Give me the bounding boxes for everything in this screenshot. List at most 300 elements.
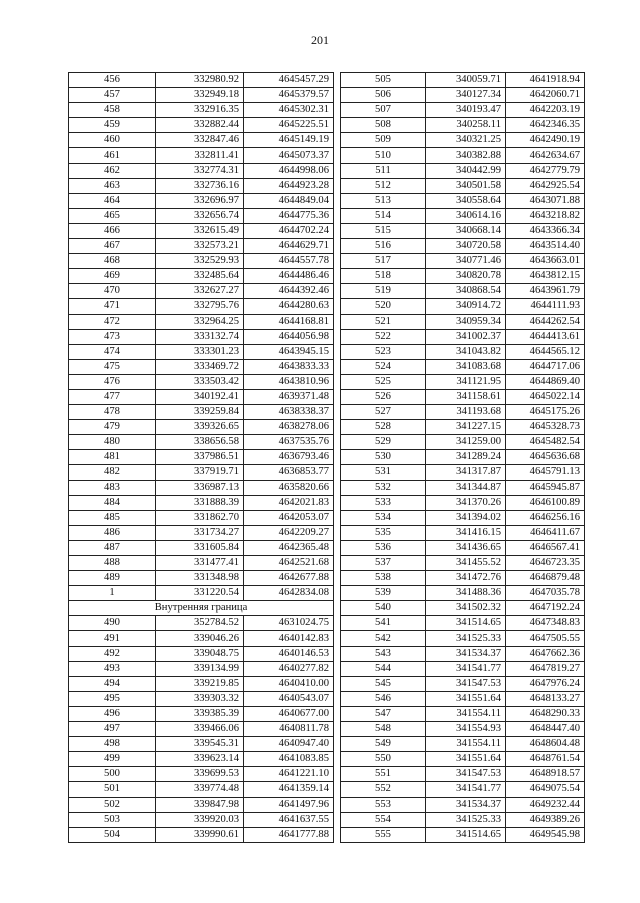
y-coordinate-cell: 4649389.26 [506,812,585,827]
x-coordinate-cell: 332573.21 [156,239,244,254]
y-coordinate-cell: 4644775.36 [244,208,334,223]
point-number-cell: 505 [341,73,426,88]
x-coordinate-cell: 341554.11 [426,737,506,752]
table-row [69,812,334,827]
y-coordinate-cell: 4644056.98 [244,329,334,344]
point-number-cell: 516 [341,239,426,254]
x-coordinate-cell: 341121.95 [426,374,506,389]
x-coordinate-cell: 339303.32 [156,691,244,706]
y-coordinate-cell: 4645073.37 [244,148,334,163]
point-number-cell: 478 [69,405,156,420]
table-row [341,284,585,299]
x-coordinate-cell: 341370.26 [426,495,506,510]
table-row [69,827,334,842]
point-number-cell: 554 [341,812,426,827]
y-coordinate-cell: 4646879.48 [506,571,585,586]
x-coordinate-cell: 340720.58 [426,239,506,254]
point-number-cell: 504 [69,827,156,842]
point-number-cell: 541 [341,616,426,631]
point-number-cell: 533 [341,495,426,510]
point-number-cell: 470 [69,284,156,299]
y-coordinate-cell: 4642521.68 [244,556,334,571]
y-coordinate-cell: 4643071.88 [506,193,585,208]
y-coordinate-cell: 4645225.51 [244,118,334,133]
table-row [69,73,334,88]
table-row [341,571,585,586]
table-row [341,208,585,223]
y-coordinate-cell: 4646100.89 [506,495,585,510]
point-number-cell: 1 [69,586,156,601]
x-coordinate-cell: 333132.74 [156,329,244,344]
x-coordinate-cell: 339466.06 [156,722,244,737]
x-coordinate-cell: 341534.37 [426,797,506,812]
x-coordinate-cell: 341541.77 [426,782,506,797]
x-coordinate-cell: 340668.14 [426,223,506,238]
x-coordinate-cell: 341317.87 [426,465,506,480]
point-number-cell: 531 [341,465,426,480]
point-number-cell: 518 [341,269,426,284]
table-row [341,344,585,359]
y-coordinate-cell: 4644565.12 [506,344,585,359]
y-coordinate-cell: 4646723.35 [506,556,585,571]
x-coordinate-cell: 339990.61 [156,827,244,842]
table-row [69,389,334,404]
table-row [341,163,585,178]
point-number-cell: 489 [69,571,156,586]
y-coordinate-cell: 4635820.66 [244,480,334,495]
x-coordinate-cell: 340558.64 [426,193,506,208]
table-row [69,722,334,737]
y-coordinate-cell: 4649545.98 [506,827,585,842]
point-number-cell: 484 [69,495,156,510]
x-coordinate-cell: 339385.39 [156,706,244,721]
x-coordinate-cell: 341436.65 [426,540,506,555]
point-number-cell: 540 [341,601,426,616]
table-row [341,299,585,314]
point-number-cell: 502 [69,797,156,812]
table-row [341,601,585,616]
point-number-cell: 491 [69,631,156,646]
y-coordinate-cell: 4638278.06 [244,420,334,435]
table-row [69,691,334,706]
x-coordinate-cell: 340382.88 [426,148,506,163]
table-row [341,118,585,133]
y-coordinate-cell: 4643812.15 [506,269,585,284]
point-number-cell: 498 [69,737,156,752]
y-coordinate-cell: 4642779.79 [506,163,585,178]
x-coordinate-cell: 332529.93 [156,254,244,269]
y-coordinate-cell: 4646411.67 [506,525,585,540]
table-row [341,722,585,737]
y-coordinate-cell: 4641083.85 [244,752,334,767]
x-coordinate-cell: 339134.99 [156,661,244,676]
x-coordinate-cell: 336987.13 [156,480,244,495]
y-coordinate-cell: 4648604.48 [506,737,585,752]
point-number-cell: 464 [69,193,156,208]
x-coordinate-cell: 341488.36 [426,586,506,601]
x-coordinate-cell: 341455.52 [426,556,506,571]
point-number-cell: 520 [341,299,426,314]
x-coordinate-cell: 341083.68 [426,359,506,374]
table-row [341,510,585,525]
x-coordinate-cell: 341002.37 [426,329,506,344]
x-coordinate-cell: 332916.35 [156,103,244,118]
table-row [341,480,585,495]
x-coordinate-cell: 341259.00 [426,435,506,450]
x-coordinate-cell: 339259.84 [156,405,244,420]
y-coordinate-cell: 4645302.31 [244,103,334,118]
y-coordinate-cell: 4642053.07 [244,510,334,525]
table-row [69,163,334,178]
y-coordinate-cell: 4642634.67 [506,148,585,163]
table-row [69,556,334,571]
table-row [69,359,334,374]
table-row [69,586,334,601]
point-number-cell: 458 [69,103,156,118]
y-coordinate-cell: 4640947.40 [244,737,334,752]
point-number-cell: 463 [69,178,156,193]
x-coordinate-cell: 339545.31 [156,737,244,752]
point-number-cell: 534 [341,510,426,525]
y-coordinate-cell: 4642925.54 [506,178,585,193]
x-coordinate-cell: 339699.53 [156,767,244,782]
table-row [341,646,585,661]
x-coordinate-cell: 341289.24 [426,450,506,465]
y-coordinate-cell: 4636853.77 [244,465,334,480]
x-coordinate-cell: 332656.74 [156,208,244,223]
y-coordinate-cell: 4643663.01 [506,254,585,269]
point-number-cell: 499 [69,752,156,767]
table-row [341,556,585,571]
table-row [69,661,334,676]
y-coordinate-cell: 4641497.96 [244,797,334,812]
page-number: 201 [311,33,329,47]
x-coordinate-cell: 331220.54 [156,586,244,601]
x-coordinate-cell: 341525.33 [426,812,506,827]
point-number-cell: 479 [69,420,156,435]
table-row [69,405,334,420]
y-coordinate-cell: 4642346.35 [506,118,585,133]
x-coordinate-cell: 332795.76 [156,299,244,314]
point-number-cell: 543 [341,646,426,661]
table-row [341,148,585,163]
y-coordinate-cell: 4648447.40 [506,722,585,737]
point-number-cell: 475 [69,359,156,374]
y-coordinate-cell: 4648918.57 [506,767,585,782]
point-number-cell: 549 [341,737,426,752]
x-coordinate-cell: 340258.11 [426,118,506,133]
table-row [69,284,334,299]
point-number-cell: 535 [341,525,426,540]
table-row [69,344,334,359]
table-row [341,420,585,435]
table-row [341,269,585,284]
point-number-cell: 547 [341,706,426,721]
table-row [341,88,585,103]
coordinates-table-right [340,72,585,843]
x-coordinate-cell: 332736.16 [156,178,244,193]
y-coordinate-cell: 4647662.36 [506,646,585,661]
table-row [341,691,585,706]
table-row [341,752,585,767]
y-coordinate-cell: 4631024.75 [244,616,334,631]
x-coordinate-cell: 339326.65 [156,420,244,435]
table-row [341,178,585,193]
table-row [341,73,585,88]
table-row [341,239,585,254]
x-coordinate-cell: 341502.32 [426,601,506,616]
y-coordinate-cell: 4641221.10 [244,767,334,782]
y-coordinate-cell: 4645022.14 [506,389,585,404]
x-coordinate-cell: 339774.48 [156,782,244,797]
table-row [69,133,334,148]
table-row [341,359,585,374]
x-coordinate-cell: 332811.41 [156,148,244,163]
y-coordinate-cell: 4640410.00 [244,676,334,691]
table-row [69,676,334,691]
point-number-cell: 494 [69,676,156,691]
point-number-cell: 483 [69,480,156,495]
x-coordinate-cell: 331862.70 [156,510,244,525]
point-number-cell: 548 [341,722,426,737]
x-coordinate-cell: 341344.87 [426,480,506,495]
point-number-cell: 528 [341,420,426,435]
point-number-cell: 467 [69,239,156,254]
table-row [69,616,334,631]
y-coordinate-cell: 4640811.78 [244,722,334,737]
point-number-cell: 472 [69,314,156,329]
table-row [341,706,585,721]
table-row [69,420,334,435]
point-number-cell: 473 [69,329,156,344]
table-row [69,269,334,284]
y-coordinate-cell: 4643833.33 [244,359,334,374]
point-number-cell: 493 [69,661,156,676]
y-coordinate-cell: 4645175.26 [506,405,585,420]
x-coordinate-cell: 341514.65 [426,827,506,842]
table-row [341,812,585,827]
y-coordinate-cell: 4643366.34 [506,223,585,238]
point-number-cell: 536 [341,540,426,555]
x-coordinate-cell: 340614.16 [426,208,506,223]
y-coordinate-cell: 4644629.71 [244,239,334,254]
x-coordinate-cell: 333503.42 [156,374,244,389]
x-coordinate-cell: 339048.75 [156,646,244,661]
x-coordinate-cell: 331348.98 [156,571,244,586]
table-row [341,782,585,797]
point-number-cell: 497 [69,722,156,737]
x-coordinate-cell: 341193.68 [426,405,506,420]
y-coordinate-cell: 4641918.94 [506,73,585,88]
y-coordinate-cell: 4643961.79 [506,284,585,299]
y-coordinate-cell: 4646256.16 [506,510,585,525]
x-coordinate-cell: 341416.15 [426,525,506,540]
table-row [69,329,334,344]
table-row [69,148,334,163]
x-coordinate-cell: 339219.85 [156,676,244,691]
point-number-cell: 551 [341,767,426,782]
point-number-cell: 515 [341,223,426,238]
table-row [69,314,334,329]
table-row [69,465,334,480]
x-coordinate-cell: 340192.41 [156,389,244,404]
table-row [69,178,334,193]
y-coordinate-cell: 4644392.46 [244,284,334,299]
point-number-cell: 511 [341,163,426,178]
x-coordinate-cell: 332627.27 [156,284,244,299]
point-number-cell: 508 [341,118,426,133]
y-coordinate-cell: 4644262.54 [506,314,585,329]
point-number-cell: 530 [341,450,426,465]
y-coordinate-cell: 4644557.78 [244,254,334,269]
x-coordinate-cell: 332882.44 [156,118,244,133]
point-number-cell: 506 [341,88,426,103]
table-row [69,646,334,661]
y-coordinate-cell: 4644486.46 [244,269,334,284]
table-row [69,374,334,389]
point-number-cell: 462 [69,163,156,178]
y-coordinate-cell: 4649075.54 [506,782,585,797]
table-row [341,450,585,465]
table-row [69,752,334,767]
table-row [341,465,585,480]
x-coordinate-cell: 341514.65 [426,616,506,631]
y-coordinate-cell: 4643514.40 [506,239,585,254]
x-coordinate-cell: 339920.03 [156,812,244,827]
table-row [341,223,585,238]
x-coordinate-cell: 337986.51 [156,450,244,465]
y-coordinate-cell: 4644280.63 [244,299,334,314]
y-coordinate-cell: 4645945.87 [506,480,585,495]
table-row [69,540,334,555]
y-coordinate-cell: 4644998.06 [244,163,334,178]
x-coordinate-cell: 340321.25 [426,133,506,148]
y-coordinate-cell: 4640146.53 [244,646,334,661]
x-coordinate-cell: 340059.71 [426,73,506,88]
table-row [69,782,334,797]
point-number-cell: 524 [341,359,426,374]
x-coordinate-cell: 341043.82 [426,344,506,359]
table-row [341,314,585,329]
point-number-cell: 521 [341,314,426,329]
x-coordinate-cell: 333301.23 [156,344,244,359]
point-number-cell: 465 [69,208,156,223]
y-coordinate-cell: 4648290.33 [506,706,585,721]
x-coordinate-cell: 331605.84 [156,540,244,555]
y-coordinate-cell: 4644923.28 [244,178,334,193]
point-number-cell: 526 [341,389,426,404]
y-coordinate-cell: 4640543.07 [244,691,334,706]
table-row [341,329,585,344]
y-coordinate-cell: 4643218.82 [506,208,585,223]
x-coordinate-cell: 332485.64 [156,269,244,284]
y-coordinate-cell: 4647035.78 [506,586,585,601]
y-coordinate-cell: 4645328.73 [506,420,585,435]
point-number-cell: 485 [69,510,156,525]
y-coordinate-cell: 4647192.24 [506,601,585,616]
y-coordinate-cell: 4644111.93 [506,299,585,314]
x-coordinate-cell: 341158.61 [426,389,506,404]
x-coordinate-cell: 340127.34 [426,88,506,103]
table-row [341,103,585,118]
x-coordinate-cell: 340820.78 [426,269,506,284]
point-number-cell: 529 [341,435,426,450]
point-number-cell: 457 [69,88,156,103]
point-number-cell: 532 [341,480,426,495]
y-coordinate-cell: 4642677.88 [244,571,334,586]
table-row [341,767,585,782]
y-coordinate-cell: 4642021.83 [244,495,334,510]
point-number-cell: 468 [69,254,156,269]
table-row [341,631,585,646]
x-coordinate-cell: 331734.27 [156,525,244,540]
table-row [69,571,334,586]
point-number-cell: 553 [341,797,426,812]
section-label: Внутренняя граница [69,601,334,616]
y-coordinate-cell: 4644413.61 [506,329,585,344]
table-row [69,797,334,812]
table-row [69,480,334,495]
y-coordinate-cell: 4641637.55 [244,812,334,827]
y-coordinate-cell: 4645791.13 [506,465,585,480]
y-coordinate-cell: 4640677.00 [244,706,334,721]
table-row [69,254,334,269]
point-number-cell: 495 [69,691,156,706]
x-coordinate-cell: 341551.64 [426,752,506,767]
point-number-cell: 481 [69,450,156,465]
y-coordinate-cell: 4641777.88 [244,827,334,842]
x-coordinate-cell: 341547.53 [426,767,506,782]
y-coordinate-cell: 4642834.08 [244,586,334,601]
point-number-cell: 456 [69,73,156,88]
table-row [341,737,585,752]
point-number-cell: 542 [341,631,426,646]
y-coordinate-cell: 4640277.82 [244,661,334,676]
x-coordinate-cell: 340442.99 [426,163,506,178]
y-coordinate-cell: 4645379.57 [244,88,334,103]
point-number-cell: 482 [69,465,156,480]
table-row [69,88,334,103]
table-row [341,827,585,842]
x-coordinate-cell: 332615.49 [156,223,244,238]
table-row [69,706,334,721]
x-coordinate-cell: 332847.46 [156,133,244,148]
y-coordinate-cell: 4640142.83 [244,631,334,646]
x-coordinate-cell: 331477.41 [156,556,244,571]
y-coordinate-cell: 4649232.44 [506,797,585,812]
x-coordinate-cell: 341541.77 [426,661,506,676]
point-number-cell: 538 [341,571,426,586]
point-number-cell: 539 [341,586,426,601]
y-coordinate-cell: 4644717.06 [506,359,585,374]
point-number-cell: 466 [69,223,156,238]
point-number-cell: 471 [69,299,156,314]
table-row [341,676,585,691]
y-coordinate-cell: 4644869.40 [506,374,585,389]
point-number-cell: 486 [69,525,156,540]
point-number-cell: 459 [69,118,156,133]
table-row [69,208,334,223]
y-coordinate-cell: 4648133.27 [506,691,585,706]
x-coordinate-cell: 332980.92 [156,73,244,88]
x-coordinate-cell: 331888.39 [156,495,244,510]
x-coordinate-cell: 340868.54 [426,284,506,299]
x-coordinate-cell: 340193.47 [426,103,506,118]
point-number-cell: 461 [69,148,156,163]
table-row [341,374,585,389]
table-row [69,299,334,314]
point-number-cell: 487 [69,540,156,555]
